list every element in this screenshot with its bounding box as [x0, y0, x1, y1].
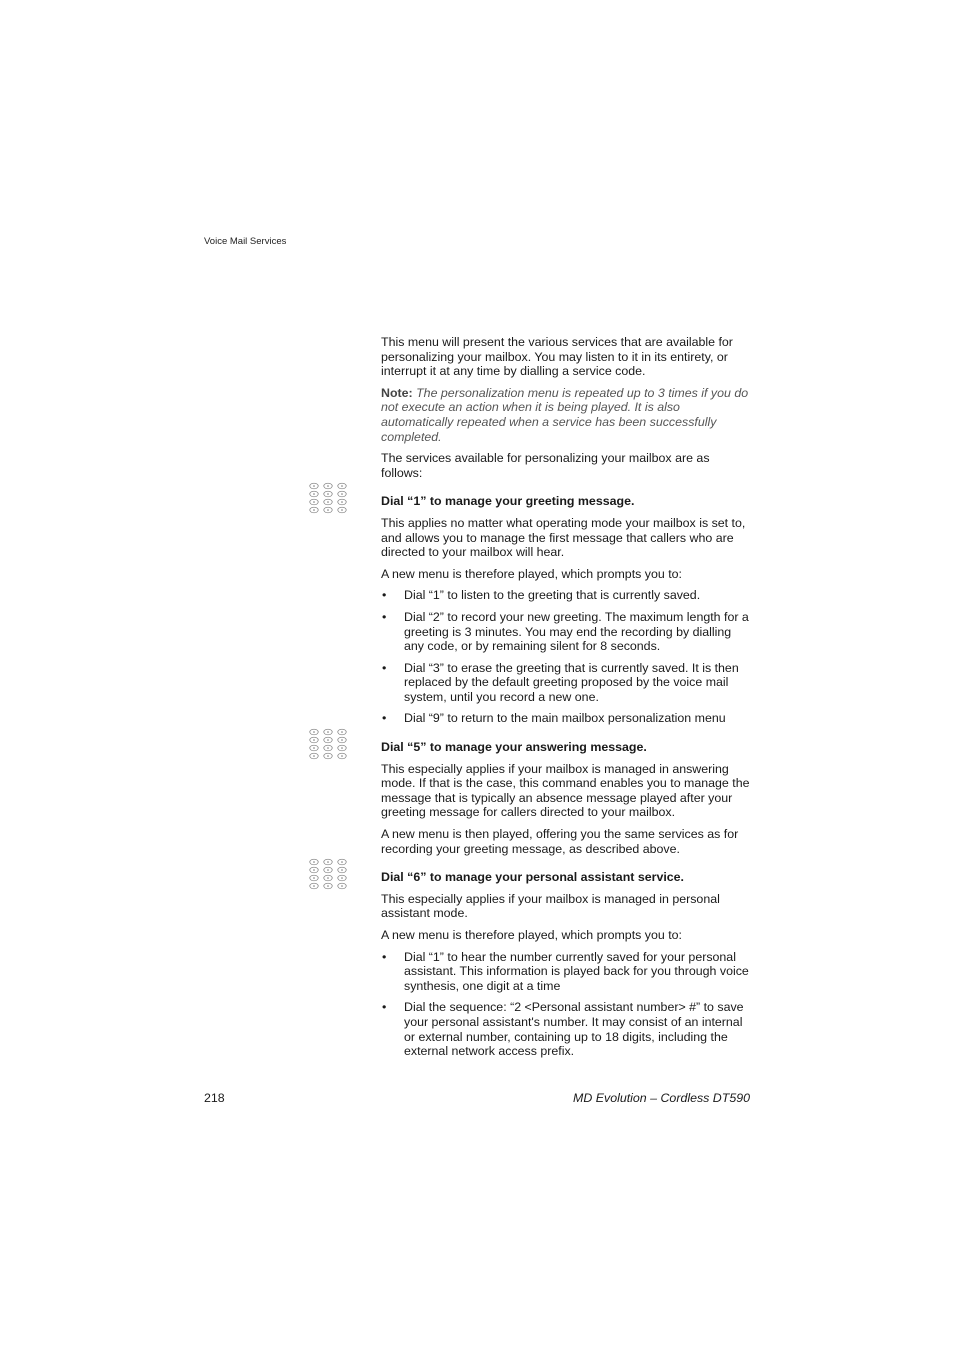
bullet-mark: •	[382, 949, 387, 964]
list-item-text: Dial “2” to record your new greeting. The maximum length for a greeting is 3 minutes. You may end the recording by dialling any code, or by remaining silent for 8 seconds.	[404, 609, 749, 654]
list-item	[381, 950, 753, 994]
section-heading: Dial “5” to manage your answering message.	[381, 740, 647, 755]
section-heading: Dial “6” to manage your personal assistant service.	[381, 870, 685, 885]
services-intro: The services available for personalizing your mailbox are as follows:	[381, 451, 710, 480]
list-item	[381, 588, 753, 603]
section-greeting	[381, 494, 753, 726]
running-header: Voice Mail Services	[204, 236, 287, 247]
section-answering	[381, 740, 753, 856]
keypad-icon	[309, 858, 349, 890]
section-menu-intro: A new menu is then played, offering you the same services as for recording your greeting message, as described above.	[381, 827, 739, 856]
keypad-icon	[309, 482, 349, 514]
intro-paragraph: This menu will present the various services that are available for personalizing your mailbox. You may listen to it in its entirety, or interrupt it at any time by dialling a service code.	[381, 335, 733, 379]
section-body: This especially applies if your mailbox is managed in personal assistant mode.	[381, 891, 720, 921]
bullet-mark: •	[382, 588, 387, 603]
section-heading: Dial “1” to manage your greeting message.	[381, 494, 635, 509]
list-item	[381, 661, 753, 705]
list-item	[381, 1000, 753, 1058]
bullet-mark: •	[382, 609, 387, 624]
bullet-mark: •	[382, 1000, 387, 1015]
keypad-icon	[309, 728, 349, 760]
list-item	[381, 610, 753, 654]
bullet-list	[381, 588, 753, 726]
list-item-text: Dial “1” to listen to the greeting that is currently saved.	[404, 588, 701, 603]
list-item-text: Dial “1” to hear the number currently saved for your personal assistant. This information is played back for you through voice synthesis, one digit at a time	[404, 949, 749, 993]
section-menu-intro: A new menu is therefore played, which prompts you to:	[381, 566, 682, 581]
list-item-text: Dial the sequence: “2 <Personal assistant number> #” to save your personal assistant's number. It may consist of an internal or external number, containing up to 18 digits, including the external network access prefix.	[404, 1000, 744, 1059]
list-item	[381, 711, 753, 726]
note-text: The personalization menu is repeated up to 3 times if you do not execute an action when it is being played. It is also automatically repeated when a service has been successfully completed.	[381, 385, 749, 444]
note-block	[381, 386, 753, 444]
bullet-mark: •	[382, 711, 387, 726]
section-body: This applies no matter what operating mode your mailbox is set to, and allows you to manage the first message that callers who are directed to your mailbox will hear.	[381, 515, 746, 560]
section-menu-intro: A new menu is therefore played, which prompts you to:	[381, 928, 682, 942]
section-personal-assistant	[381, 870, 753, 1059]
page-content	[381, 335, 753, 1066]
page-number: 218	[204, 1091, 225, 1105]
note-label: Note:	[381, 385, 413, 400]
list-item-text: Dial “9” to return to the main mailbox personalization menu	[404, 711, 726, 726]
bullet-list	[381, 950, 753, 1059]
bullet-mark: •	[382, 660, 387, 675]
section-body: This especially applies if your mailbox is managed in answering mode. If that is the case, this command enables you to manage the message that is typically an absence message played after your greeting message for callers directed to your mailbox.	[381, 761, 750, 820]
list-item-text: Dial “3” to erase the greeting that is currently saved. It is then replaced by the default greeting proposed by the voice mail system, until you record a new one.	[404, 660, 739, 704]
document-title: MD Evolution – Cordless DT590	[573, 1091, 750, 1105]
